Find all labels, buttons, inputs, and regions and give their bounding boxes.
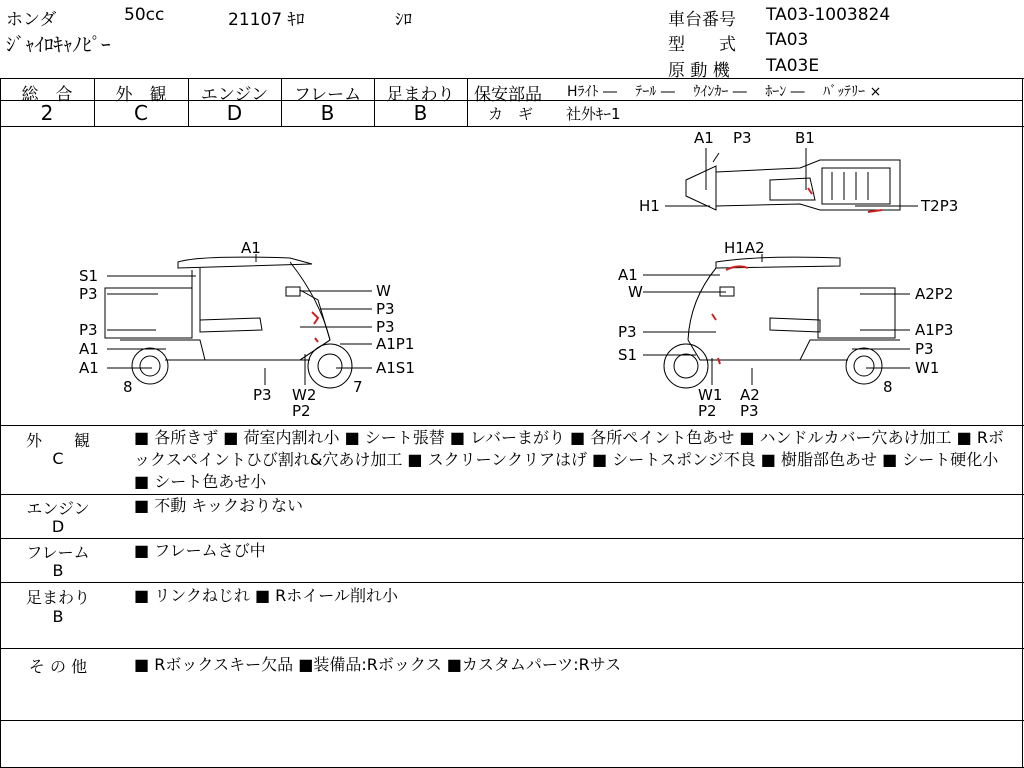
diagram-label: P3 [740, 402, 759, 420]
section-grade: B [52, 561, 64, 580]
grade-label-frame: フレーム [293, 85, 362, 105]
diagram-label: A2 [740, 386, 760, 404]
diagram-label: S1 [618, 346, 638, 364]
diagram-label: T2P3 [921, 197, 959, 215]
maker: ホンダ [6, 10, 57, 30]
damage-mark [315, 338, 318, 342]
section-text: ■ フレームさび中 [134, 541, 266, 560]
front-wheel-right [664, 344, 708, 388]
section-label: 外 観 [25, 431, 90, 450]
engine-value: TA03E [766, 56, 820, 76]
front-wheel-left [308, 344, 352, 388]
canopy-pillar-right [688, 268, 716, 340]
diagram-label: P3 [79, 285, 98, 303]
section-grade: C [52, 449, 64, 468]
diagram-label: W [628, 283, 643, 301]
windscreen-left [286, 287, 300, 296]
body [120, 340, 330, 360]
diagram-label: W1 [698, 386, 723, 404]
frame-left [192, 268, 200, 330]
damage-mark [718, 358, 720, 364]
seat-right [770, 318, 820, 332]
diagram-label: P3 [253, 386, 272, 404]
frame-no-label: 車台番号 [668, 10, 736, 30]
diagram-label: W2 [292, 386, 317, 404]
diagram-label: P2 [292, 402, 311, 420]
section-label: フレーム [26, 543, 90, 562]
grade-value-exterior: C [134, 101, 148, 125]
type-value: TA03 [766, 30, 809, 50]
diagram-label: W1 [915, 359, 940, 377]
diagram-label: W [376, 282, 391, 300]
diagram-label: A1 [694, 129, 714, 147]
safety-items: Hﾗｲﾄ ― ﾃｰﾙ ― ｳｲﾝｶｰ ― ﾎｰﾝ ― ﾊﾞｯﾃﾘｰ × [567, 84, 882, 100]
section-text: ■ 不動 キックおりない [134, 496, 303, 515]
canopy-roof [178, 257, 312, 268]
seat [200, 318, 262, 332]
section-text: ■ Rボックスキー欠品 ■装備品:Rボックス ■カスタムパーツ:Rサス [134, 655, 622, 674]
section-text: ■ 各所きず ■ 荷室内割れ小 ■ シート張替 ■ レバーまがり ■ 各所ペイント色あせ ■ ハンドルカバー穴あけ加工 ■ Rボックスペイントひび割れ&穴あけ加工 ■ スクリーンクリアはげ ■ シートスポンジ不良 ■ 樹脂部色あせ ■ シート硬化小 ■ シート色あせ小 [134, 428, 1004, 491]
grade-value-engine: D [226, 101, 243, 125]
diagram-label: A1S1 [376, 359, 415, 377]
damage-mark [712, 314, 716, 320]
diagram-label: P3 [915, 340, 934, 358]
color: ｼﾛ [395, 10, 412, 30]
diagram-label: A1P3 [915, 321, 954, 339]
section-text: ■ リンクねじれ ■ Rホイール削れ小 [134, 586, 398, 605]
divider [467, 78, 468, 126]
diagram-label: A1 [79, 359, 99, 377]
mileage: 21107 ｷﾛ [228, 10, 305, 30]
diagram-label: A1P1 [376, 335, 415, 353]
section-label: 足まわり [25, 588, 90, 607]
type-label: 型 式 [668, 35, 736, 55]
key-value: 社外ｷｰ1 [566, 105, 621, 123]
diagram-label: P2 [698, 402, 717, 420]
damage-mark [808, 188, 812, 194]
key-label: カ ギ [488, 105, 534, 123]
divider [0, 720, 1024, 721]
diagram-label: 8 [123, 378, 133, 396]
diagram-label: P3 [618, 323, 637, 341]
section-label: エンジン [26, 499, 90, 518]
diagram-label: S1 [79, 267, 99, 285]
diagram-label: H1A2 [724, 239, 765, 257]
diagram-label: P3 [733, 129, 752, 147]
diagram-label: H1 [639, 197, 660, 215]
diagram-label: A1 [618, 266, 638, 284]
section-grade: D [51, 517, 65, 536]
diagram-label: 7 [353, 378, 363, 396]
diagram-label: A2P2 [915, 285, 954, 303]
diagram-label: P3 [376, 318, 395, 336]
diagram-label: B1 [795, 129, 815, 147]
engine-label: 原 動 機 [668, 61, 730, 81]
divider [0, 538, 1024, 539]
safety-label: 保安部品 [474, 85, 542, 105]
top-handle [686, 166, 716, 210]
grade-label-exterior: 外 観 [115, 85, 167, 105]
grade-label-overall: 総 合 [21, 85, 73, 105]
grade-label-suspension: 足まわり [386, 85, 455, 105]
section-label: そ の 他 [28, 657, 88, 676]
rear-wheel-right [846, 348, 882, 384]
divider [0, 648, 1024, 649]
grade-value-overall: 2 [40, 101, 54, 125]
displacement: 50cc [124, 5, 165, 25]
frame-no: TA03-1003824 [766, 5, 891, 25]
grade-value-suspension: B [413, 101, 428, 125]
diagram-label: 8 [883, 378, 893, 396]
divider [0, 425, 1024, 426]
diagram-label: A1 [79, 340, 99, 358]
divider [0, 78, 1024, 79]
model-name: ｼﾞｬｲﾛｷｬﾉﾋﾟｰ [6, 34, 111, 56]
grade-label-engine: エンジン [200, 85, 269, 105]
divider [0, 582, 1024, 583]
rear-wheel-left [132, 348, 168, 384]
diagram-label: P3 [79, 321, 98, 339]
damage-mark [726, 266, 748, 270]
grade-value-frame: B [320, 101, 335, 125]
diagram-label: P3 [376, 300, 395, 318]
damage-diagram [0, 126, 1024, 425]
diagram-label: A1 [241, 239, 261, 257]
canopy-pillar [290, 262, 330, 340]
section-grade: B [52, 607, 64, 626]
damage-mark [312, 312, 318, 324]
